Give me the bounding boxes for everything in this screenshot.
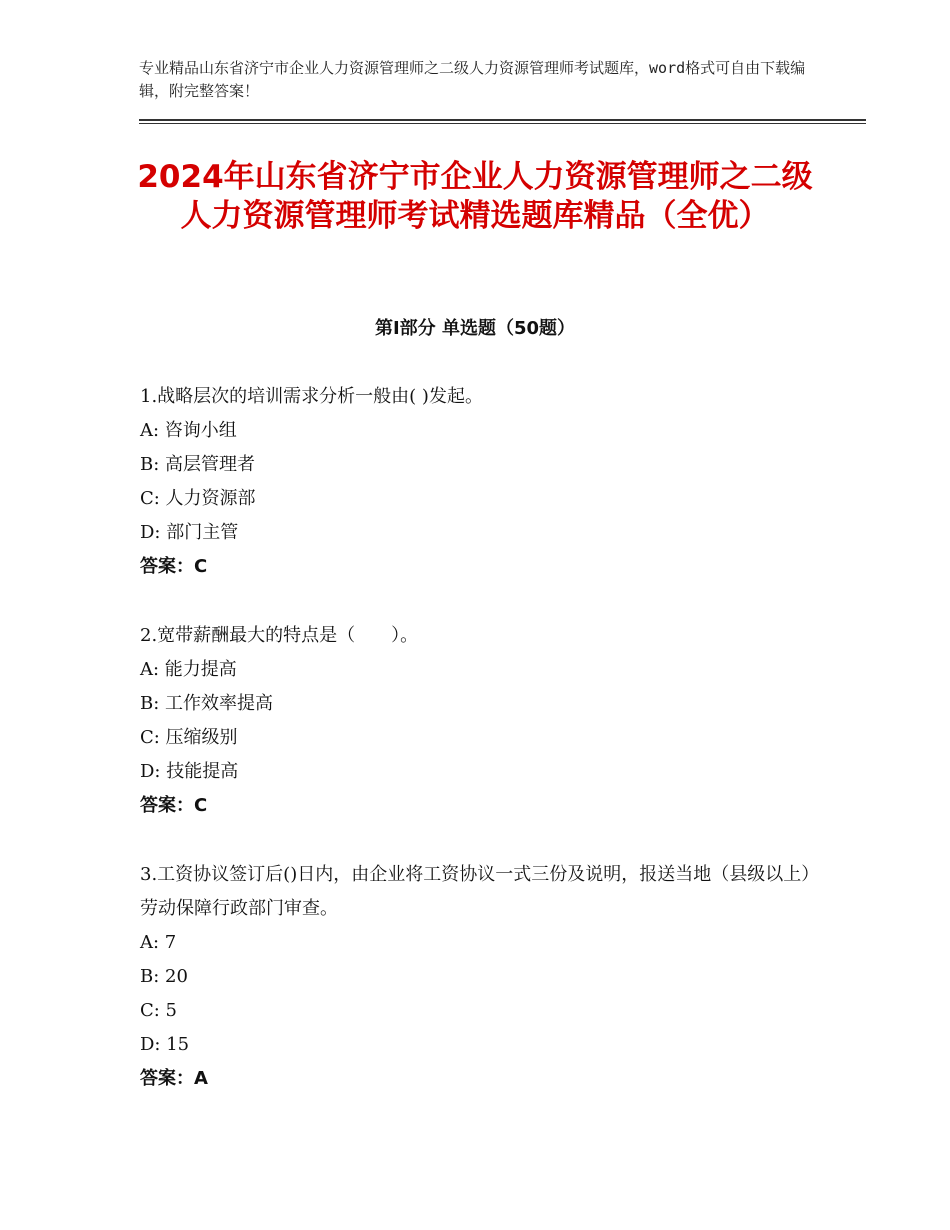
option-a: A: 7 [140,932,177,953]
header-note: 专业精品山东省济宁市企业人力资源管理师之二级人力资源管理师考试题库，word格式可自由下载编辑，附完整答案！ [139,59,806,100]
question-stem: 1.战略层次的培训需求分析一般由( )发起。 [140,386,483,407]
option-b: B: 工作效率提高 [140,693,274,714]
option-c: C: 人力资源部 [140,488,256,509]
option-d: D: 部门主管 [140,522,239,543]
answer-line: 答案：A [140,1068,208,1089]
option-b: B: 20 [140,966,188,987]
option-d: D: 技能提高 [140,761,239,782]
header-divider-thin [139,123,866,124]
option-b: B: 高层管理者 [140,454,256,475]
option-c: C: 5 [140,1000,178,1021]
question-stem: 2.宽带薪酬最大的特点是（ ）。 [140,625,419,646]
option-c: C: 压缩级别 [140,727,238,748]
answer-line: 答案：C [140,795,208,816]
question-1 [140,380,820,584]
option-a: A: 能力提高 [140,659,237,680]
option-a: A: 咨询小组 [140,420,237,441]
question-stem: 3.工资协议签订后()日内，由企业将工资协议一式三份及说明，报送当地（县级以上）劳动保障行政部门审查。 [140,864,820,919]
option-d: D: 15 [140,1034,190,1055]
question-3 [140,858,820,1096]
question-2 [140,619,820,823]
header-divider [139,119,866,125]
section-heading: 第Ⅰ部分 单选题（50题） [374,318,575,339]
document-title: 2024年山东省济宁市企业人力资源管理师之二级人力资源管理师考试精选题库精品（全优） [137,159,813,234]
header-divider-thick [139,119,866,121]
answer-line: 答案：C [140,556,208,577]
